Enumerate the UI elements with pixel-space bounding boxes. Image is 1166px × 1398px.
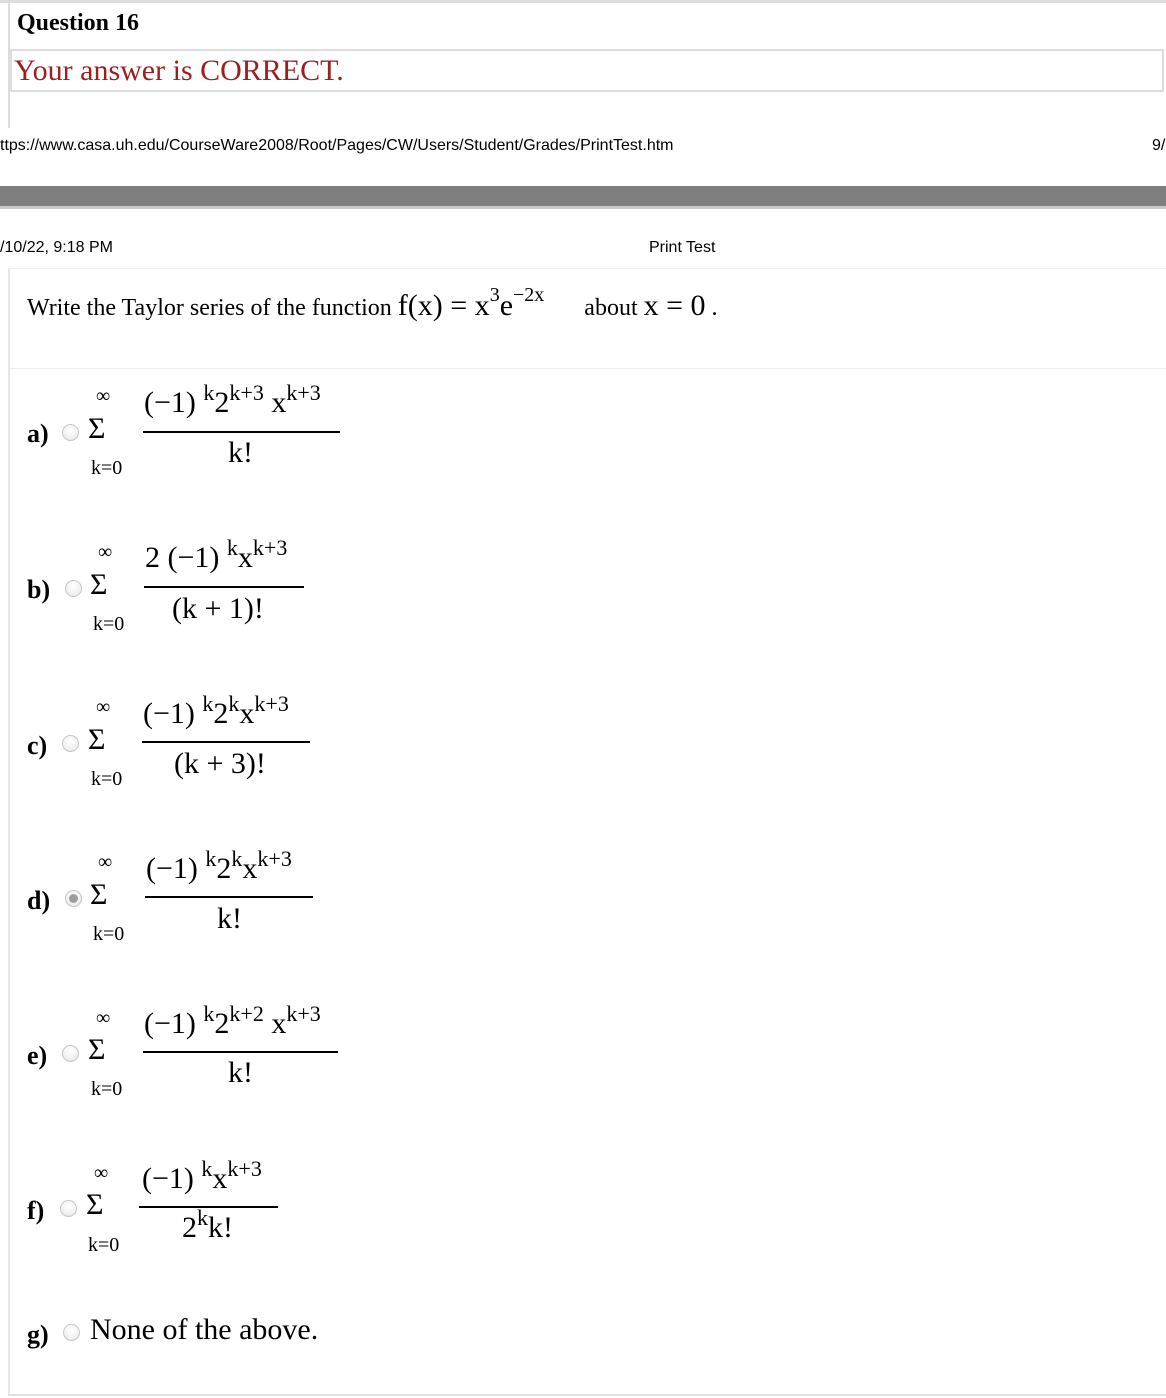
fraction-denominator: k! bbox=[217, 902, 242, 935]
sum-lower-limit: k=0 bbox=[91, 457, 123, 479]
option-label: d) bbox=[27, 886, 51, 915]
content-bottom-divider bbox=[8, 1394, 1166, 1396]
num-part: 2 bbox=[213, 697, 229, 730]
page-break-band bbox=[0, 186, 1166, 206]
num-exp: k+3 bbox=[227, 1156, 262, 1181]
option-radio[interactable] bbox=[63, 1324, 80, 1341]
option-label: c) bbox=[27, 731, 48, 760]
print-date: /10/22, 9:18 PM bbox=[0, 239, 113, 256]
sum-upper-limit: ∞ bbox=[98, 851, 113, 873]
sum-upper-limit: ∞ bbox=[98, 541, 113, 563]
num-part: x bbox=[242, 852, 258, 885]
num-exp: k+2 bbox=[229, 1001, 264, 1026]
prompt-divider bbox=[10, 368, 1166, 369]
sum-lower-limit: k=0 bbox=[91, 768, 123, 790]
num-exp: k bbox=[202, 691, 214, 716]
fraction-bar bbox=[139, 1206, 278, 1208]
num-exp: k bbox=[228, 691, 240, 716]
question-title: Question 16 bbox=[17, 10, 140, 36]
den-part: 2 bbox=[182, 1211, 197, 1244]
num-part: x bbox=[237, 541, 253, 574]
option-radio[interactable] bbox=[60, 1200, 77, 1217]
question-prompt bbox=[27, 284, 718, 323]
fraction-denominator: (k + 1)! bbox=[172, 592, 264, 625]
fraction-denominator: k! bbox=[228, 1056, 253, 1089]
prompt-about: about bbox=[584, 295, 638, 321]
function-exp-2: −2x bbox=[513, 284, 545, 306]
content-top-divider bbox=[8, 268, 1166, 269]
num-part: x bbox=[271, 1007, 287, 1040]
sum-upper-limit: ∞ bbox=[96, 385, 111, 407]
num-exp: k+3 bbox=[229, 380, 264, 405]
option-radio-selected[interactable] bbox=[65, 890, 82, 907]
option-label: f) bbox=[27, 1196, 45, 1225]
sum-lower-limit: k=0 bbox=[93, 613, 125, 635]
content-frame-left bbox=[8, 268, 10, 1396]
num-part: 2 bbox=[214, 386, 230, 419]
option-radio[interactable] bbox=[62, 1045, 79, 1062]
num-part: x bbox=[212, 1162, 228, 1195]
den-part: k! bbox=[208, 1211, 233, 1244]
print-title: Print Test bbox=[649, 239, 716, 256]
num-exp: k bbox=[231, 846, 243, 871]
fraction-numerator bbox=[143, 691, 289, 731]
function-e: e bbox=[499, 289, 514, 322]
sum-lower-limit: k=0 bbox=[88, 1234, 120, 1256]
num-exp: k+3 bbox=[257, 846, 292, 871]
prompt-end: . bbox=[711, 295, 718, 321]
sigma-symbol: Σ bbox=[90, 568, 108, 601]
sigma-symbol: Σ bbox=[88, 723, 106, 756]
fraction-bar bbox=[144, 586, 304, 588]
fraction-numerator bbox=[142, 1156, 262, 1196]
sigma-symbol: Σ bbox=[88, 412, 106, 445]
fraction-bar bbox=[145, 896, 313, 898]
sigma-symbol: Σ bbox=[90, 878, 108, 911]
num-part: 2 (−1) bbox=[145, 541, 220, 574]
sum-upper-limit: ∞ bbox=[96, 1007, 111, 1029]
num-part: x bbox=[239, 697, 255, 730]
page-break-shadow bbox=[0, 206, 1166, 209]
fraction-denominator bbox=[182, 1205, 233, 1245]
option-label: g) bbox=[27, 1320, 49, 1349]
num-exp: k bbox=[203, 380, 215, 405]
num-exp: k+3 bbox=[286, 1001, 321, 1026]
fraction-denominator: k! bbox=[228, 436, 253, 469]
num-part: 2 bbox=[214, 1007, 230, 1040]
fraction-bar bbox=[143, 1051, 338, 1053]
num-exp: k+3 bbox=[254, 691, 289, 716]
num-part: x bbox=[271, 386, 287, 419]
fraction-denominator: (k + 3)! bbox=[174, 747, 266, 780]
fraction-bar bbox=[143, 431, 340, 433]
den-exp: k bbox=[197, 1205, 208, 1230]
num-part: 2 bbox=[216, 852, 232, 885]
sigma-symbol: Σ bbox=[88, 1033, 106, 1066]
num-exp: k bbox=[205, 846, 217, 871]
print-page-number: 9/ bbox=[1152, 137, 1166, 154]
num-part: (−1) bbox=[143, 697, 195, 730]
num-part: (−1) bbox=[144, 1007, 196, 1040]
function-lhs: f(x) = x bbox=[397, 289, 490, 322]
function-exp-1: 3 bbox=[489, 284, 500, 306]
result-text: Your answer is CORRECT. bbox=[14, 54, 344, 87]
num-exp: k bbox=[201, 1156, 213, 1181]
print-url: ttps://www.casa.uh.edu/CourseWare2008/Root/Pages/CW/Users/Student/Grades/PrintTest.htm bbox=[0, 137, 674, 154]
num-exp: k+3 bbox=[286, 380, 321, 405]
question-frame-top bbox=[0, 0, 1166, 3]
fraction-numerator bbox=[146, 846, 292, 886]
num-exp: k bbox=[226, 535, 238, 560]
option-radio[interactable] bbox=[62, 424, 79, 441]
sum-lower-limit: k=0 bbox=[93, 923, 125, 945]
expansion-point: x = 0 bbox=[643, 289, 706, 322]
option-radio[interactable] bbox=[62, 735, 79, 752]
num-part: (−1) bbox=[142, 1162, 194, 1195]
option-label: b) bbox=[27, 575, 51, 604]
num-exp: k+3 bbox=[252, 535, 288, 560]
sum-lower-limit: k=0 bbox=[91, 1078, 123, 1100]
fraction-numerator bbox=[144, 1001, 321, 1041]
option-label: a) bbox=[27, 419, 49, 448]
sum-upper-limit: ∞ bbox=[96, 696, 111, 718]
prompt-lead: Write the Taylor series of the function bbox=[27, 295, 392, 321]
sigma-symbol: Σ bbox=[86, 1188, 104, 1221]
option-radio[interactable] bbox=[65, 580, 82, 597]
option-text: None of the above. bbox=[90, 1313, 319, 1346]
num-part: (−1) bbox=[144, 386, 196, 419]
num-part: (−1) bbox=[146, 852, 198, 885]
fraction-bar bbox=[142, 741, 310, 743]
option-label: e) bbox=[27, 1041, 48, 1070]
num-exp: k bbox=[203, 1001, 215, 1026]
fraction-numerator bbox=[145, 535, 288, 575]
sum-upper-limit: ∞ bbox=[94, 1162, 109, 1184]
fraction-numerator bbox=[144, 380, 321, 420]
